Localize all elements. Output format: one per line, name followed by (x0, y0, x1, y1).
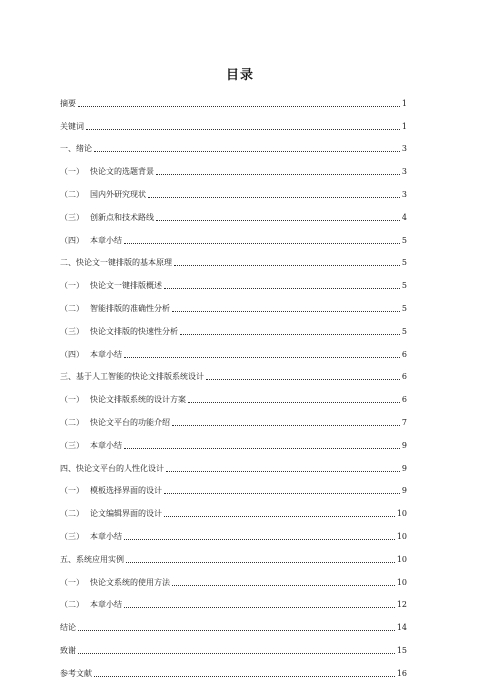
toc-dot-leader (172, 425, 400, 426)
toc-entry-number: （一） (60, 577, 84, 587)
toc-entry-text: 国内外研究现状 (90, 189, 146, 199)
toc-entry-page-number: 9 (401, 486, 407, 496)
table-of-contents (60, 86, 407, 679)
toc-entry-label (60, 532, 122, 542)
toc-entry[interactable] (60, 474, 407, 497)
toc-entry[interactable] (60, 428, 407, 451)
toc-entry-text: 系统应用实例 (76, 554, 124, 564)
toc-entry-number: （二） (60, 509, 84, 519)
toc-entry-text: 本章小结 (90, 531, 122, 541)
toc-dot-leader (172, 311, 400, 312)
toc-entry-text: 绪论 (76, 144, 92, 154)
toc-dot-leader (124, 357, 400, 358)
toc-entry-page-number: 15 (396, 645, 407, 655)
toc-dot-leader (156, 174, 400, 175)
toc-dot-leader (124, 448, 400, 449)
toc-dot-leader (166, 471, 400, 472)
toc-entry[interactable] (60, 542, 407, 565)
toc-entry-text: 快论文一键排版概述 (90, 281, 162, 291)
toc-entry-label (60, 623, 76, 633)
toc-entry-page-number: 5 (401, 281, 407, 291)
toc-entry-text: 本章小结 (90, 440, 122, 450)
toc-entry-number: 三、 (60, 372, 76, 382)
toc-entry-label (60, 190, 146, 200)
toc-entry[interactable] (60, 382, 407, 405)
toc-entry-label (60, 464, 164, 474)
toc-entry-page-number: 3 (401, 167, 407, 177)
toc-entry-text: 本章小结 (90, 235, 122, 245)
toc-entry-text: 快论文的选题背景 (90, 167, 154, 177)
toc-entry[interactable] (60, 451, 407, 474)
toc-entry-text: 致谢 (60, 645, 76, 655)
toc-entry-page-number: 6 (401, 349, 407, 359)
toc-entry-text: 参考文献 (60, 668, 92, 678)
toc-entry-number: （三） (60, 440, 84, 450)
toc-entry-page-number: 5 (401, 258, 407, 268)
toc-entry-text: 关键词 (60, 121, 84, 131)
toc-entry-label (60, 144, 92, 154)
toc-entry-label (60, 555, 124, 565)
toc-entry-page-number: 3 (401, 144, 407, 154)
toc-entry-label (60, 99, 76, 109)
toc-entry[interactable] (60, 109, 407, 132)
toc-entry-label (60, 350, 122, 360)
toc-entry[interactable] (60, 656, 407, 679)
toc-dot-leader (126, 562, 395, 563)
toc-entry-page-number: 10 (396, 509, 407, 519)
toc-entry-text: 基于人工智能的快论文排版系统设计 (76, 372, 204, 382)
toc-entry-page-number: 12 (396, 600, 407, 610)
toc-entry[interactable] (60, 610, 407, 633)
toc-entry-page-number: 1 (401, 121, 407, 131)
toc-entry-page-number: 9 (401, 463, 407, 473)
toc-entry-page-number: 6 (401, 372, 407, 382)
toc-entry-label (60, 578, 170, 588)
toc-entry-label (60, 509, 162, 519)
toc-entry-label (60, 304, 170, 314)
toc-dot-leader (86, 129, 400, 130)
toc-entry-page-number: 10 (396, 554, 407, 564)
toc-dot-leader (78, 653, 395, 654)
toc-entry-label (60, 669, 92, 679)
toc-dot-leader (164, 288, 400, 289)
toc-title: 目录 (225, 68, 254, 83)
toc-entry-page-number: 14 (396, 623, 407, 633)
toc-entry-page-number: 5 (401, 326, 407, 336)
toc-entry-label (60, 372, 204, 382)
toc-entry-number: （四） (60, 349, 84, 359)
toc-entry-page-number: 5 (401, 303, 407, 313)
toc-entry-page-number: 6 (401, 395, 407, 405)
toc-entry-label (60, 600, 122, 610)
toc-entry[interactable] (60, 291, 407, 314)
toc-entry-page-number: 4 (401, 212, 407, 222)
toc-entry[interactable] (60, 360, 407, 383)
toc-entry[interactable] (60, 154, 407, 177)
toc-entry-label (60, 167, 154, 177)
toc-entry[interactable] (60, 405, 407, 428)
toc-dot-leader (148, 197, 400, 198)
toc-entry-label (60, 418, 170, 428)
toc-dot-leader (172, 585, 395, 586)
toc-entry[interactable] (60, 246, 407, 269)
toc-entry[interactable] (60, 496, 407, 519)
toc-dot-leader (124, 243, 400, 244)
toc-dot-leader (188, 402, 400, 403)
toc-entry-number: （三） (60, 326, 84, 336)
toc-entry-page-number: 10 (396, 531, 407, 541)
toc-entry-number: （一） (60, 395, 84, 405)
toc-entry-number: 一、 (60, 144, 76, 154)
toc-entry-page-number: 16 (396, 668, 407, 678)
toc-entry[interactable] (60, 337, 407, 360)
toc-entry-label (60, 258, 172, 268)
toc-entry[interactable] (60, 132, 407, 155)
toc-dot-leader (174, 265, 400, 266)
toc-entry-number: （三） (60, 212, 84, 222)
toc-entry-number: （一） (60, 281, 84, 291)
toc-dot-leader (164, 493, 400, 494)
toc-entry[interactable] (60, 268, 407, 291)
toc-entry-number: （二） (60, 189, 84, 199)
toc-entry-page-number: 9 (401, 440, 407, 450)
toc-entry[interactable] (60, 565, 407, 588)
toc-entry-text: 本章小结 (90, 600, 122, 610)
toc-entry-label (60, 122, 84, 132)
toc-entry-label (60, 213, 154, 223)
toc-dot-leader (180, 334, 400, 335)
toc-entry[interactable] (60, 633, 407, 656)
toc-entry-label (60, 236, 122, 246)
toc-entry-number: 四、 (60, 463, 76, 473)
toc-entry-label (60, 441, 122, 451)
toc-entry-page-number: 7 (401, 417, 407, 427)
toc-dot-leader (78, 106, 400, 107)
toc-dot-leader (94, 676, 395, 677)
toc-entry[interactable] (60, 223, 407, 246)
toc-entry[interactable] (60, 314, 407, 337)
toc-entry-text: 智能排版的准确性分析 (90, 303, 170, 313)
toc-entry-label (60, 646, 76, 656)
toc-entry-text: 快论文排版的快速性分析 (90, 326, 178, 336)
toc-entry[interactable] (60, 519, 407, 542)
toc-entry-number: （二） (60, 600, 84, 610)
toc-entry-text: 摘要 (60, 98, 76, 108)
toc-dot-leader (206, 379, 400, 380)
toc-entry-label (60, 395, 186, 405)
toc-entry-number: （三） (60, 531, 84, 541)
toc-entry-number: 二、 (60, 258, 76, 268)
toc-entry-text: 结论 (60, 623, 76, 633)
toc-entry[interactable] (60, 177, 407, 200)
toc-entry-text: 快论文排版系统的设计方案 (90, 395, 186, 405)
toc-entry-text: 快论文系统的使用方法 (90, 577, 170, 587)
toc-entry-label (60, 327, 178, 337)
toc-entry-number: （一） (60, 486, 84, 496)
toc-entry-text: 快论文一键排版的基本原理 (76, 258, 172, 268)
toc-entry-label (60, 281, 162, 291)
toc-entry[interactable] (60, 86, 407, 109)
toc-entry[interactable] (60, 200, 407, 223)
toc-entry-label (60, 486, 162, 496)
toc-entry-text: 论文编辑界面的设计 (90, 509, 162, 519)
toc-entry-text: 快论文平台的人性化设计 (76, 463, 164, 473)
toc-entry-number: （一） (60, 167, 84, 177)
toc-dot-leader (78, 630, 395, 631)
toc-entry-page-number: 5 (401, 235, 407, 245)
toc-entry-number: （二） (60, 303, 84, 313)
toc-entry-page-number: 3 (401, 189, 407, 199)
toc-dot-leader (156, 220, 400, 221)
toc-dot-leader (94, 151, 400, 152)
toc-entry-number: 五、 (60, 554, 76, 564)
toc-entry-text: 模板选择界面的设计 (90, 486, 162, 496)
toc-entry-page-number: 10 (396, 577, 407, 587)
toc-entry-page-number: 1 (401, 98, 407, 108)
toc-dot-leader (124, 539, 395, 540)
toc-entry-number: （四） (60, 235, 84, 245)
toc-entry-text: 创新点和技术路线 (90, 212, 154, 222)
toc-entry-number: （二） (60, 417, 84, 427)
toc-entry-text: 快论文平台的功能介绍 (90, 417, 170, 427)
toc-dot-leader (164, 516, 395, 517)
toc-entry-text: 本章小结 (90, 349, 122, 359)
toc-entry[interactable] (60, 588, 407, 611)
toc-dot-leader (124, 607, 395, 608)
